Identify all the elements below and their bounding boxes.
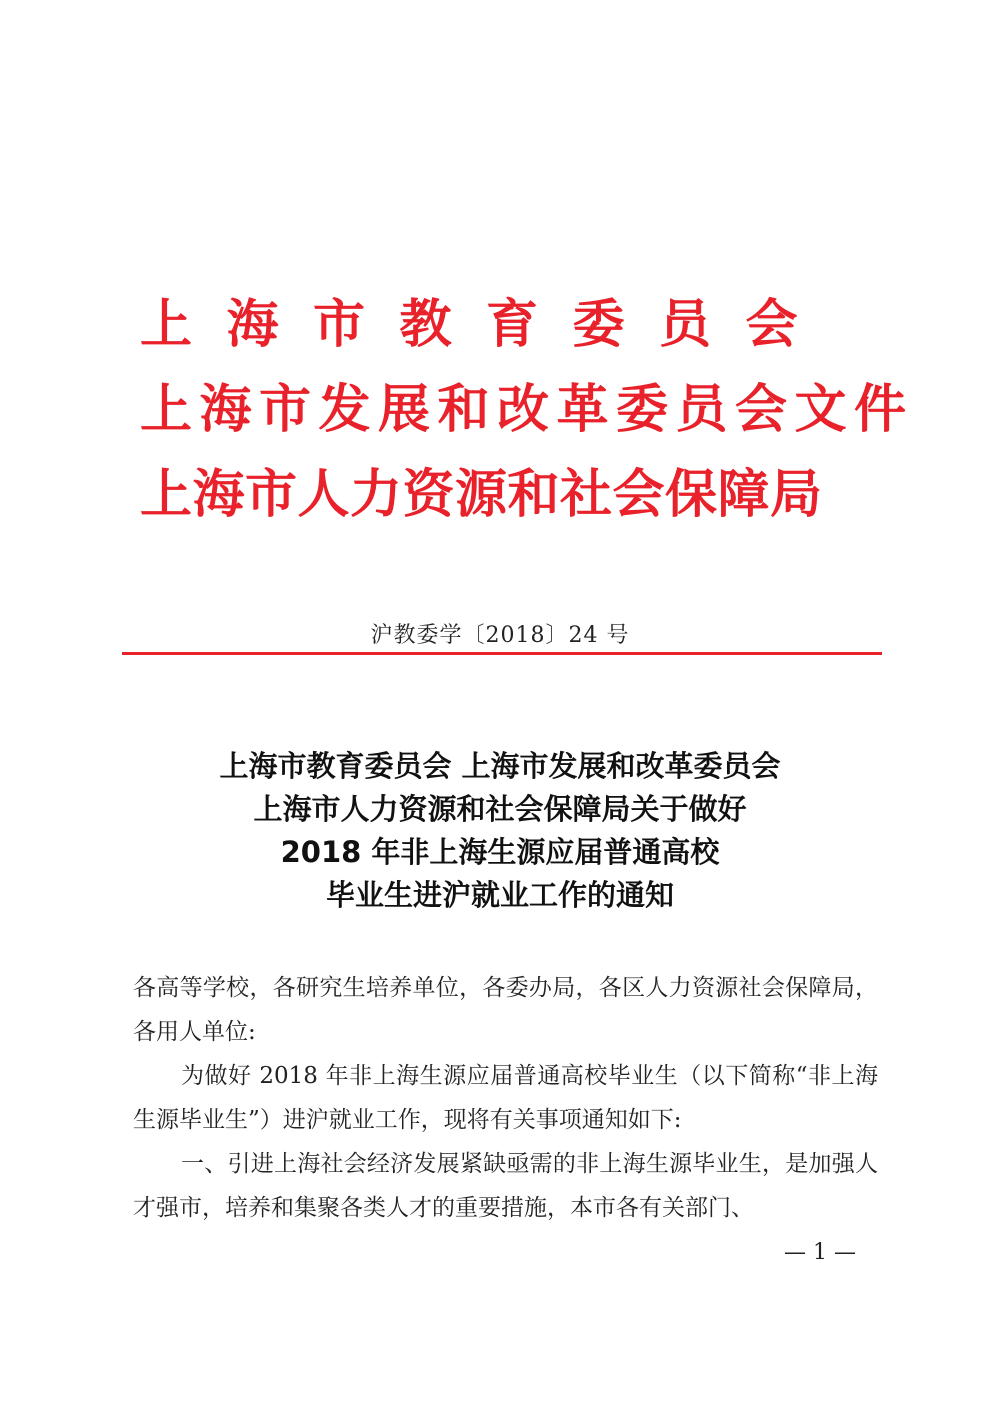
- letterhead-char: 展: [378, 380, 431, 440]
- title-line-1: 上海市教育委员会 上海市发展和改革委员会: [219, 749, 781, 783]
- letterhead-char: 市: [259, 380, 312, 440]
- letterhead-char: 委: [616, 380, 669, 440]
- letterhead-char: 海: [226, 295, 279, 355]
- letterhead-line-2: [140, 380, 914, 440]
- document-body: [133, 966, 878, 1230]
- letterhead-line-3: [140, 465, 823, 525]
- addressee: 各高等学校，各研究生培养单位，各委办局，各区人力资源社会保障局，各用人单位:: [133, 975, 878, 1045]
- letterhead-char: 发: [318, 380, 371, 440]
- letterhead-char: 会: [745, 295, 798, 355]
- letterhead-char: 人: [297, 465, 350, 525]
- document-number: 沪教委学〔2018〕24 号: [370, 623, 630, 648]
- letterhead-char: 海: [199, 380, 252, 440]
- title-line-2: 上海市人力资源和社会保障局关于做好: [253, 792, 747, 826]
- letterhead-char: 件: [854, 380, 907, 440]
- document-title: [100, 745, 900, 917]
- letterhead-char: 和: [437, 380, 490, 440]
- letterhead-char: 市: [245, 465, 298, 525]
- letterhead-char: 障: [717, 465, 770, 525]
- letterhead-char: 上: [140, 465, 193, 525]
- letterhead-char: 上: [140, 380, 193, 440]
- body-paragraph-2: 一、引进上海社会经济发展紧缺亟需的非上海生源毕业生，是加强人才强市，培养和集聚各类人才的重要措施，本市各有关部门、: [133, 1151, 878, 1221]
- letterhead-char: 委: [572, 295, 625, 355]
- letterhead-char: 保: [665, 465, 718, 525]
- letterhead-char: 员: [675, 380, 728, 440]
- letterhead-char: 海: [192, 465, 245, 525]
- title-line-3: 2018 年非上海生源应届普通高校: [280, 835, 720, 869]
- letterhead-char: 源: [455, 465, 508, 525]
- letterhead-char: 育: [486, 295, 539, 355]
- letterhead-char: 员: [659, 295, 712, 355]
- page-number: — 1 —: [784, 1240, 856, 1265]
- red-divider-rule: [122, 652, 882, 655]
- letterhead-char: 会: [735, 380, 788, 440]
- letterhead-char: 上: [140, 295, 193, 355]
- letterhead-line-1: [140, 295, 832, 355]
- letterhead-char: 改: [497, 380, 550, 440]
- letterhead-char: 局: [770, 465, 823, 525]
- letterhead-char: 力: [350, 465, 403, 525]
- letterhead-char: 文: [794, 380, 847, 440]
- letterhead-char: 教: [399, 295, 452, 355]
- letterhead-char: 资: [402, 465, 455, 525]
- letterhead-char: 革: [556, 380, 609, 440]
- title-line-4: 毕业生进沪就业工作的通知: [325, 878, 674, 912]
- letterhead-char: 和: [507, 465, 560, 525]
- letterhead-char: 社: [560, 465, 613, 525]
- letterhead-char: 市: [313, 295, 366, 355]
- body-paragraph-1: 为做好 2018 年非上海生源应届普通高校毕业生（以下简称“非上海生源毕业生”）进沪就业工作，现将有关事项通知如下:: [133, 1063, 878, 1133]
- letterhead-char: 会: [612, 465, 665, 525]
